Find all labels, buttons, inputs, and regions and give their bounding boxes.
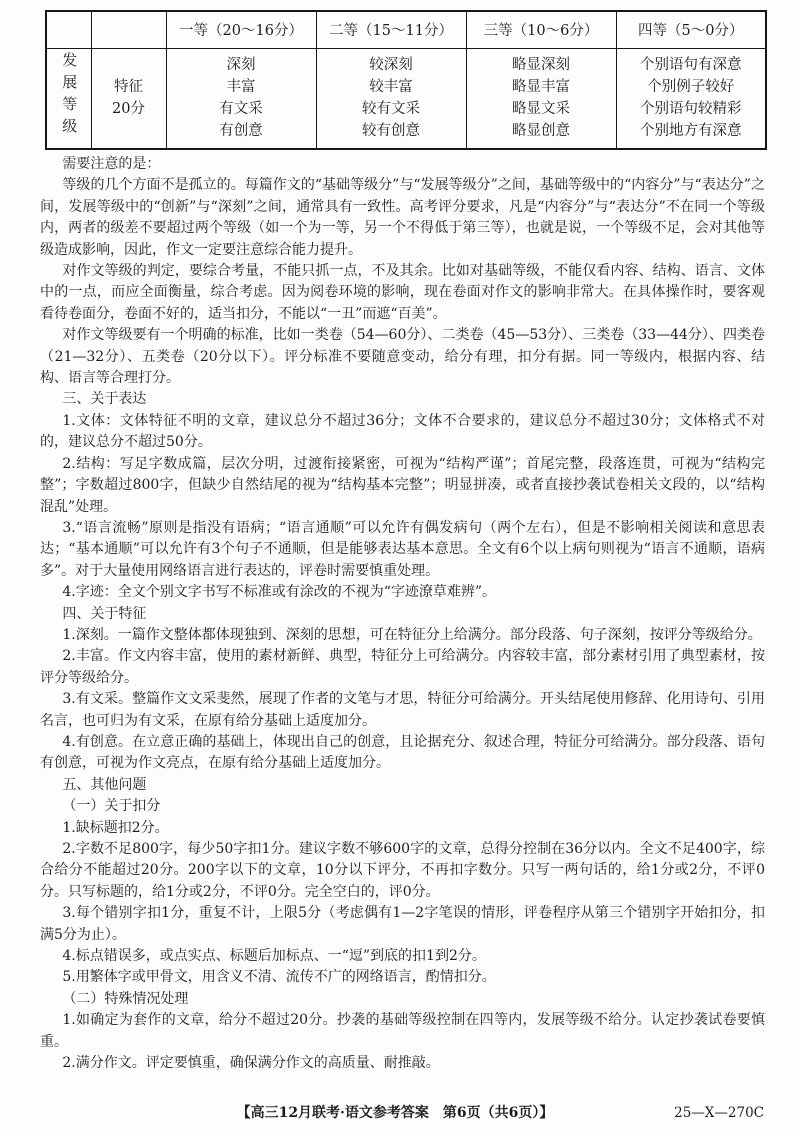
page-footer-code: 25—X—270C	[674, 1105, 764, 1121]
grade-cell-item: 较有创意	[362, 123, 420, 140]
feature-points: 20分	[112, 101, 145, 118]
grade-header-second: 二等（15～11分）	[316, 11, 466, 48]
deduction-missing-title: 1.缺标题扣2分。	[62, 819, 169, 836]
grade-cell-item: 有文采	[219, 101, 263, 118]
section-heading-features: 四、关于特征	[62, 605, 147, 622]
category-label: 发展等级	[60, 52, 79, 141]
grade-cell-item: 略显文采	[512, 101, 570, 118]
deduction-word-count: 2.字数不足800字，每少50字扣1分。建议字数不够600字的文章，总得分控制在36分以内。全文不足400字，综合给分不能超过20分。200字以下的文章，10分以下评分，不再扣字数分。只写一两句话的，给1分或2分，不评0分。只写标题的，给1分或2分，不评0分。完全空白的，评0分。	[40, 841, 765, 900]
grade-cell-item: 深刻	[226, 57, 256, 74]
grade-cell-item: 较有文采	[362, 101, 420, 118]
grade-cell-item: 略显创意	[512, 123, 570, 140]
paragraph-consistency: 等级的几个方面不是孤立的。每篇作文的“基础等级分”与“发展等级分”之间，基础等级中的“内容分”与“表达分”之间，发展等级中的“创新”与“深刻”之间，通常具有一致性。高考评分要求，凡是“内容分”与“表达分”不在同一个等级内，两者的级差不要超过两个等级（如一个为一等，另一个不得低于第三等），也就是说，一个等级不足，会对其他等级造成影响，因此，作文一定要注意综合能力提升。	[40, 177, 765, 258]
grade-header-fourth: 四等（5～0分）	[616, 11, 766, 48]
paragraph-judgment: 对作文等级的判定，要综合考量，不能只抓一点，不及其余。比如对基础等级，不能仅看内容、结构、语言、文体中的一点，而应全面衡量，综合考虑。因为阅卷环境的影响，现在卷面对作文的影响非常大。在具体操作时，要客观看待卷面分，卷面不好的，适当扣分，不能以“一丑”而遮“百美”。	[40, 263, 765, 322]
subsection-heading-special-cases: （二）特殊情况处理	[62, 990, 189, 1007]
special-case-plagiarism: 1.如确定为套作的文章，给分不超过20分。抄袭的基础等级控制在四等内，发展等级不给分。认定抄袭试卷要慎重。	[40, 1012, 765, 1050]
rule-language: 3.“语言流畅”原则是指没有语病；“语言通顺”可以允许有偶发病句（两个左右），但是不影响相关阅读和意思表达；“基本通顺”可以允许有3个句子不通顺，但是能够表达基本意思。全文有6个以上病句则视为“语言不通顺，语病多”。对于大量使用网络语言进行表达的，评卷时需要慎重处理。	[40, 519, 765, 579]
grade-header-first: 一等（20～16分）	[166, 11, 316, 48]
development-grade-table	[45, 10, 767, 150]
grade-header-third: 三等（10～6分）	[466, 11, 616, 48]
grade-cell-item: 较丰富	[369, 79, 413, 96]
rule-genre: 1.文体：文体特征不明的文章，建议总分不超过36分；文体不合要求的，建议总分不超过30分；文体格式不对的，建议总分不超过50分。	[40, 412, 765, 451]
header-empty-cell	[46, 11, 91, 48]
feature-richness: 2.丰富。作文内容丰富，使用的素材新鲜、典型，特征分上可给满分。内容较丰富，部分素材引用了典型素材，按评分等级给分。	[40, 648, 765, 686]
grade-cell-item: 个别语句有深意	[640, 57, 742, 74]
special-case-full-marks: 2.满分作文。评定要慎重，确保满分作文的高质量、耐推敲。	[62, 1055, 440, 1072]
grade-cell-third	[466, 48, 616, 149]
grade-cell-fourth	[616, 48, 766, 149]
grade-header-row	[46, 11, 766, 48]
grade-cell-item: 个别地方有深意	[640, 123, 742, 140]
section-heading-expression: 三、关于表达	[62, 391, 147, 408]
deduction-punctuation: 4.标点错误多，或点实点、标题后加标点、一“逗”到底的扣1到2分。	[62, 948, 486, 965]
subsection-heading-deductions: （一）关于扣分	[62, 798, 161, 815]
feature-depth: 1.深刻。一篇作文整体都体现独到、深刻的思想，可在特征分上给满分。部分段落、句子深刻，按评分等级给分。	[62, 626, 762, 643]
feature-literary-grace: 3.有文采。整篇作文文采斐然，展现了作者的文笔与才思，特征分可给满分。开头结尾使用修辞、化用诗句、引用名言，也可归为有文采，在原有给分基础上适度加分。	[40, 691, 765, 729]
feature-label: 特征	[114, 79, 143, 96]
grade-cell-second	[316, 48, 466, 149]
note-heading: 需要注意的是：	[62, 156, 161, 172]
scoring-notes	[40, 154, 765, 1074]
rule-structure: 2.结构：写足字数成篇，层次分明，过渡衔接紧密，可视为“结构严谨”；首尾完整，段落连贯，可视为“结构完整”；字数超过800字，但缺少自然结尾的视为“结构基本完整”；明显拼凑，或者直接抄袭试卷相关文段的，以“结构混乱”处理。	[40, 455, 765, 515]
grade-cell-item: 略显深刻	[512, 57, 570, 74]
feature-row	[46, 48, 766, 149]
grade-cell-item: 丰富	[226, 79, 256, 96]
grade-cell-item: 有创意	[219, 123, 263, 140]
section-heading-other: 五、其他问题	[62, 776, 147, 793]
grade-cell-item: 略显丰富	[512, 79, 570, 96]
feature-creativity: 4.有创意。在立意正确的基础上，体现出自己的创意，且论据充分、叙述合理，特征分可给满分。部分段落、语句有创意，可视为作文亮点，在原有给分基础上适度加分。	[40, 733, 765, 772]
deduction-typos: 3.每个错别字扣1分，重复不计，上限5分（考虑偶有1—2字笔误的情形，评卷程序从第三个错别字开始扣分，扣满5分为止）。	[40, 905, 765, 943]
page-footer-title: 【高三12月联考·语文参考答案 第6页（共6页）】	[236, 1105, 554, 1121]
grade-cell-item: 个别例子较好	[647, 79, 735, 96]
category-cell	[46, 48, 91, 149]
grade-cell-item: 个别语句较精彩	[640, 101, 742, 118]
feature-cell	[91, 48, 166, 149]
grade-cell-item: 较深刻	[369, 57, 413, 74]
paragraph-standard: 对作文等级要有一个明确的标准，比如一类卷（54—60分）、二类卷（45—53分）、三类卷（33—44分）、四类卷（21—32分）、五类卷（20分以下）。评分标准不要随意变动，给分有理，扣分有据。同一等级内，根据内容、结构、语言等合理打分。	[40, 327, 765, 387]
grade-cell-first	[166, 48, 316, 149]
header-empty-cell	[91, 11, 166, 48]
rule-handwriting: 4.字迹：全文个别文字书写不标准或有涂改的不视为“字迹潦草难辨”。	[62, 584, 497, 601]
deduction-traditional-characters: 5.用繁体字或甲骨文，用含义不清、流传不广的网络语言，酌情扣分。	[62, 969, 496, 986]
